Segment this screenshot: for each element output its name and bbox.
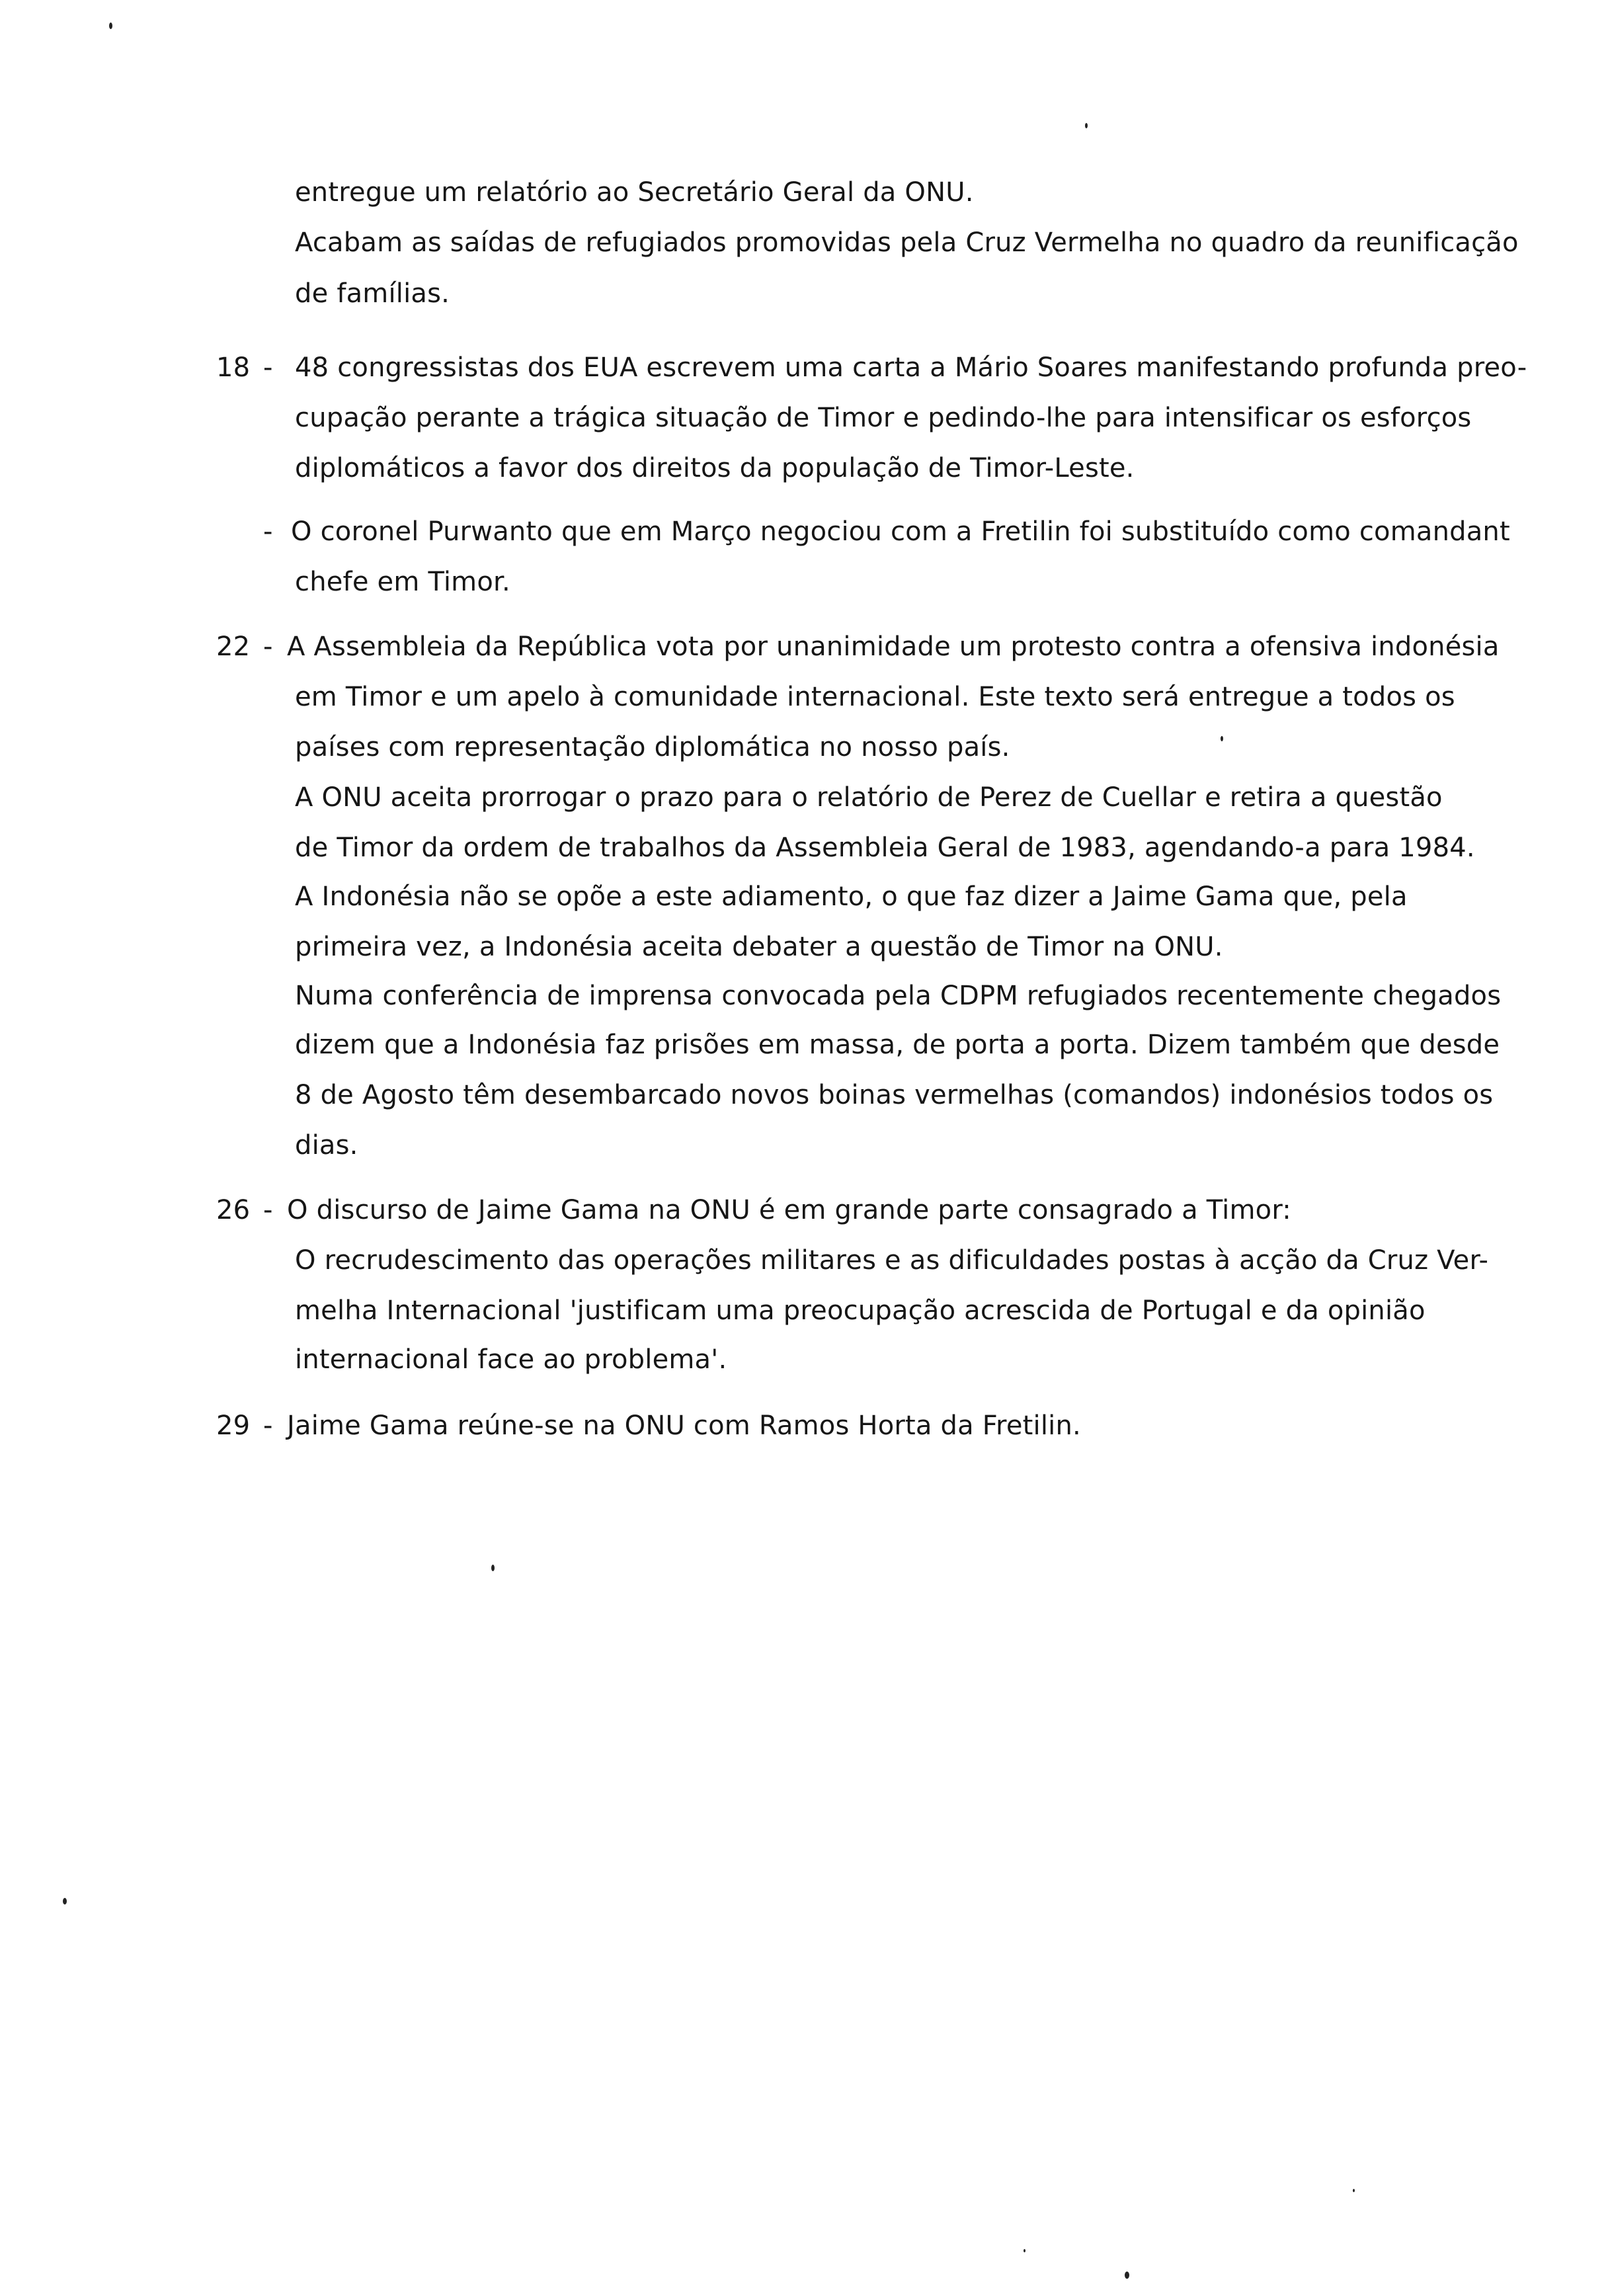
entry-text-line: chefe em Timor. [295,567,510,597]
entry-text-line: 48 congressistas dos EUA escrevem uma carta a Mário Soares manifestando profunda preo- [295,352,1527,383]
entry-text-line: de famílias. [295,278,450,309]
entry-text-line: O recrudescimento das operações militares e as dificuldades postas à acção da Cruz Ver- [295,1245,1489,1276]
entry-text-line: de Timor da ordem de trabalhos da Assembleia Geral de 1983, agendando-a para 1984. [295,833,1475,863]
entry-day: 29 [216,1411,251,1441]
entry-text-line: dias. [295,1130,358,1161]
entry-day: 26 [216,1195,251,1225]
scan-speck [63,1898,67,1905]
scan-speck [1221,736,1223,741]
entry-text-line: cupação perante a trágica situação de Timor e pedindo-lhe para intensificar os esforços [295,403,1472,433]
entry-dash: - [263,632,273,662]
entry-text-line: A Assembleia da República vota por unanimidade um protesto contra a ofensiva indonésia [287,632,1500,662]
scan-speck [1125,2272,1129,2279]
entry-text-line: países com representação diplomática no nosso país. [295,732,1010,762]
entry-text-line: A Indonésia não se opõe a este adiamento, o que faz dizer a Jaime Gama que, pela [295,882,1408,912]
entry-text-line: internacional face ao problema'. [295,1344,727,1375]
scan-speck [1024,2249,1025,2252]
entry-text-line: entregue um relatório ao Secretário Geral da ONU. [295,177,974,208]
entry-dash: - [263,1195,273,1225]
entry-day: 22 [216,632,251,662]
entry-text-line: diplomáticos a favor dos direitos da população de Timor-Leste. [295,453,1135,483]
entry-text-line: dizem que a Indonésia faz prisões em massa, de porta a porta. Dizem também que desde [295,1030,1500,1060]
entry-dash: - [263,352,273,383]
entry-text-line: em Timor e um apelo à comunidade internacional. Este texto será entregue a todos os [295,682,1455,712]
entry-dash: - [263,516,273,547]
scan-speck [1353,2189,1355,2192]
entry-text-line: primeira vez, a Indonésia aceita debater a questão de Timor na ONU. [295,932,1223,962]
entry-text-line: O discurso de Jaime Gama na ONU é em grande parte consagrado a Timor: [287,1195,1291,1225]
entry-text-line: Acabam as saídas de refugiados promovidas pela Cruz Vermelha no quadro da reunificação [295,227,1519,258]
entry-day: 18 [216,352,251,383]
scan-speck [1085,123,1088,128]
entry-text-line: melha Internacional 'justificam uma preocupação acrescida de Portugal e da opinião [295,1295,1426,1326]
scan-speck [491,1565,495,1571]
entry-text-line: O coronel Purwanto que em Março negociou com a Fretilin foi substituído como comandant [291,516,1510,547]
scan-speck [109,22,112,29]
entry-text-line: A ONU aceita prorrogar o prazo para o relatório de Perez de Cuellar e retira a questão [295,782,1443,813]
entry-dash: - [263,1411,273,1441]
entry-text-line: Jaime Gama reúne-se na ONU com Ramos Horta da Fretilin. [287,1411,1081,1441]
entry-text-line: 8 de Agosto têm desembarcado novos boinas vermelhas (comandos) indonésios todos os [295,1080,1494,1110]
entry-text-line: Numa conferência de imprensa convocada pela CDPM refugiados recentemente chegados [295,981,1502,1011]
